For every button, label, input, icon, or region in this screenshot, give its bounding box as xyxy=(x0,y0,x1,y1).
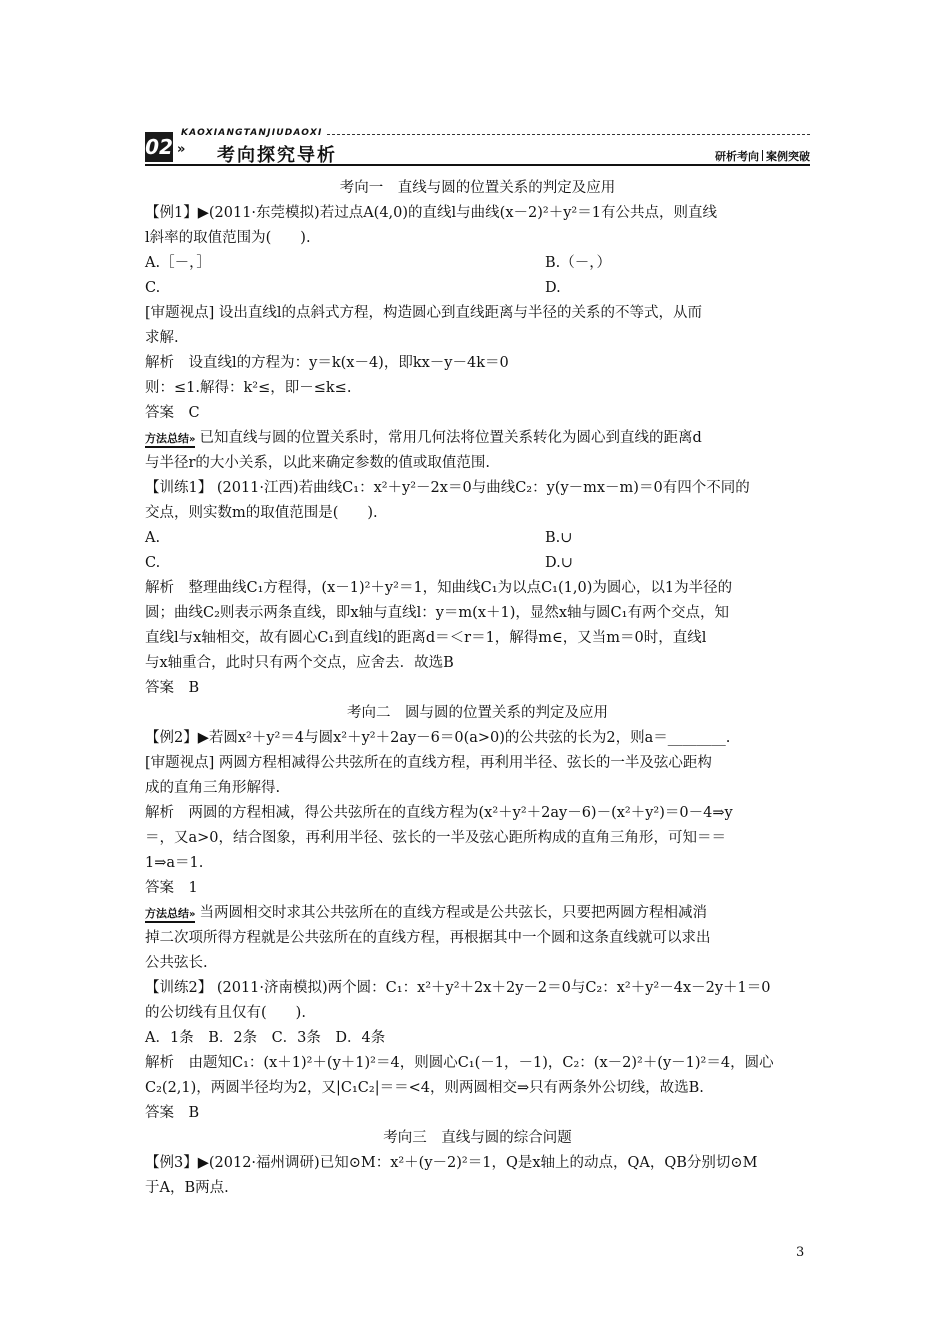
section-header xyxy=(145,126,810,166)
dotted-divider xyxy=(327,134,810,135)
section-heading-2: 考向二 圆与圆的位置关系的判定及应用 xyxy=(347,705,608,721)
method-summary-tag xyxy=(145,907,195,923)
method-summary-tag xyxy=(145,432,195,448)
text-line: 求解. xyxy=(145,330,179,346)
text-line: 【训练2】 (2011·济南模拟)两个圆：C₁：x²＋y²＋2x＋2y－2＝0与C₂：x²＋y²－4x－2y＋1＝0 xyxy=(145,980,771,996)
choice-d: D. xyxy=(545,280,561,296)
text-line: 圆；曲线C₂则表示两条直线，即x轴与直线l：y＝m(x＋1)，显然x轴与圆C₁有两个交点，知 xyxy=(145,605,729,621)
text-line: l斜率的取值范围为( ). xyxy=(145,230,311,246)
text-line: 与半径r的大小关系，以此来确定参数的值或取值范围. xyxy=(145,455,491,471)
text-line: 与x轴重合，此时只有两个交点，应舍去．故选B xyxy=(145,655,454,671)
text-line: 直线l与x轴相交，故有圆心C₁到直线l的距离d＝＜r＝1，解得m∈，又当m＝0时，直线l xyxy=(145,630,707,646)
text-line: 的公切线有且仅有( ). xyxy=(145,1005,306,1021)
text-line: [审题视点] 设出直线l的点斜式方程，构造圆心到直线距离与半径的关系的不等式，从而 xyxy=(145,305,703,321)
text-line: 【例1】▶(2011·东莞模拟)若过点A(4,0)的直线l与曲线(x－2)²＋y²＝1有公共点，则直线 xyxy=(145,205,717,221)
text-line: 解析 设直线l的方程为：y＝k(x－4)，即kx－y－4k＝0 xyxy=(145,355,509,371)
subtitle-part-2: 案例突破 xyxy=(766,150,810,163)
page-number: 3 xyxy=(796,1245,805,1260)
choice-b: B.∪ xyxy=(545,530,573,546)
choice-row xyxy=(145,526,810,551)
choice-row xyxy=(145,276,810,301)
chevron-icon: » xyxy=(177,142,186,157)
text-line: ＝，又a>0，结合图象，再利用半径、弦长的一半及弦心距所构成的直角三角形，可知＝＝ xyxy=(145,830,727,846)
document-body xyxy=(145,176,810,1201)
text-line: 解析 由题知C₁：(x＋1)²＋(y＋1)²＝4，则圆心C₁(－1，－1)，C₂：(x－2)²＋(y－1)²＝4，圆心 xyxy=(145,1055,774,1071)
choice-row xyxy=(145,251,810,276)
text-line: 当两圆相交时求其公共弦所在的直线方程或是公共弦长，只要把两圆方程相减消 xyxy=(199,905,707,921)
choice-a: A.［－，］ xyxy=(145,255,211,271)
method-summary-line xyxy=(145,426,810,451)
choice-row xyxy=(145,551,810,576)
section-title: 考向探究导析 xyxy=(217,145,337,166)
text-line: [审题视点] 两圆方程相减得公共弦所在的直线方程，再利用半径、弦长的一半及弦心距构 xyxy=(145,755,712,771)
choice-c: C. xyxy=(145,280,161,296)
text-line: 则：≤1.解得：k²≤，即－≤k≤. xyxy=(145,380,352,396)
method-summary-line xyxy=(145,901,810,926)
chevron-icon: » xyxy=(189,434,196,445)
text-line: 解析 整理曲线C₁方程得，(x－1)²＋y²＝1，知曲线C₁为以点C₁(1,0)为圆心，以1为半径的 xyxy=(145,580,733,596)
section-number: 02 xyxy=(145,132,173,162)
text-line: 【训练1】 (2011·江西)若曲线C₁：x²＋y²－2x＝0与曲线C₂：y(y－mx－m)＝0有四个不同的 xyxy=(145,480,750,496)
text-line: 公共弦长. xyxy=(145,955,208,971)
text-line: 交点，则实数m的取值范围是( ). xyxy=(145,505,378,521)
answer-line: 答案 C xyxy=(145,405,200,421)
subtitle-separator xyxy=(762,150,763,161)
text-line: 于A，B两点. xyxy=(145,1180,229,1196)
subtitle-part-1: 研析考向 xyxy=(715,150,759,163)
section-heading-1: 考向一 直线与圆的位置关系的判定及应用 xyxy=(339,180,616,196)
text-line: 成的直角三角形解得. xyxy=(145,780,281,796)
method-tag-label: 方法总结 xyxy=(145,432,189,445)
answer-line: 答案 1 xyxy=(145,880,198,896)
text-line: 【例3】▶(2012·福州调研)已知⊙M：x²＋(y－2)²＝1，Q是x轴上的动点，QA，QB分别切⊙M xyxy=(145,1155,758,1171)
section-heading-3: 考向三 直线与圆的综合问题 xyxy=(383,1130,572,1146)
answer-line: 答案 B xyxy=(145,680,200,696)
header-rule xyxy=(145,164,810,166)
text-line: 【例2】▶若圆x²＋y²＝4与圆x²＋y²＋2ay－6＝0(a>0)的公共弦的长为2，则a＝________. xyxy=(145,730,731,746)
text-line: 1⇒a＝1. xyxy=(145,855,204,871)
text-line: C₂(2,1)，两圆半径均为2，又|C₁C₂|＝＝<4，则两圆相交⇒只有两条外公切线，故选B. xyxy=(145,1080,704,1096)
method-tag-label: 方法总结 xyxy=(145,907,189,920)
section-subtitle xyxy=(715,148,810,164)
chevron-icon: » xyxy=(189,909,196,920)
choice-row: A．1条 B．2条 C．3条 D．4条 xyxy=(145,1030,386,1046)
answer-line: 答案 B xyxy=(145,1105,200,1121)
choice-b: B.（－，） xyxy=(545,255,612,271)
text-line: 解析 两圆的方程相减，得公共弦所在的直线方程为(x²＋y²＋2ay－6)－(x²＋y²)＝0－4⇒y xyxy=(145,805,733,821)
section-pinyin: KAOXIANGTANJIUDAOXI xyxy=(181,128,323,138)
choice-c: C. xyxy=(145,555,161,571)
text-line: 已知直线与圆的位置关系时，常用几何法将位置关系转化为圆心到直线的距离d xyxy=(199,430,702,446)
text-line: 掉二次项所得方程就是公共弦所在的直线方程，再根据其中一个圆和这条直线就可以求出 xyxy=(145,930,711,946)
choice-a: A. xyxy=(145,530,161,546)
choice-d: D.∪ xyxy=(545,555,573,571)
